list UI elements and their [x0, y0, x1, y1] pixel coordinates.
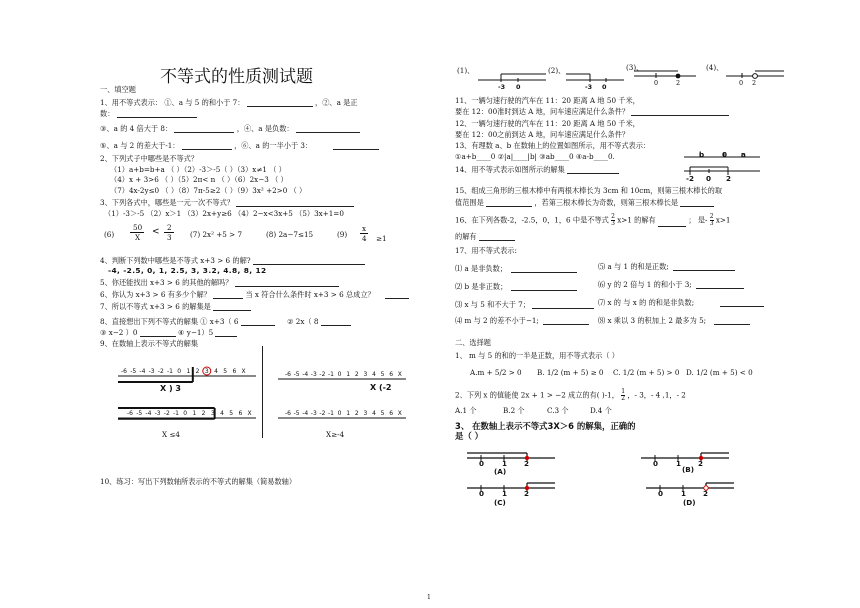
q1-text-2: ，②、a 是正 — [315, 98, 358, 107]
q15-blank-1[interactable] — [486, 199, 532, 207]
q13-nl-2: 2 — [726, 174, 732, 183]
q17-r1 — [455, 264, 577, 273]
section-choice: 二、选择题 — [455, 338, 491, 347]
q2-row-2: （4）x + 3>6 （ ）（5）2π< n （ ）（6）2x−3 （ ） — [110, 175, 288, 184]
tick-label: -4 — [302, 371, 309, 378]
tick-label: -6 — [285, 371, 291, 378]
opt1-label: (1)、 — [457, 66, 475, 75]
s3: 3、 在数轴上表示不等式3X＞6 的解集，正确的 — [455, 421, 636, 431]
q1-blank-4[interactable] — [296, 125, 360, 133]
q11-blank[interactable] — [631, 108, 729, 116]
tick-label: -2 — [157, 368, 164, 375]
opt1-tick-b: 0 — [516, 83, 521, 91]
q4-title — [100, 256, 365, 265]
q17-r1-text: ⑴ a 是非负数； — [455, 264, 507, 273]
s3-label-a: (A) — [494, 467, 507, 476]
tick-label: 3 — [210, 410, 215, 417]
q8 — [100, 317, 351, 326]
q14 — [455, 165, 619, 174]
opt3-tick-b: 2 — [676, 79, 681, 87]
tick-label: 0 — [183, 410, 188, 417]
number-line-2-label: X (-2 — [370, 383, 392, 392]
tick-label: 3 — [363, 371, 368, 378]
s2-opt-a[interactable]: A.1 个 — [455, 406, 477, 415]
tick-label: 6 — [238, 410, 243, 417]
s2-opt-c[interactable]: C.3 个 — [547, 406, 569, 415]
q1-text: 1、用不等式表示： ①、a 与 5 的和小于 7： — [100, 98, 245, 107]
tick-label: 4 — [220, 410, 224, 417]
q1-text-7: ，⑥、a 的一半小于 3： — [234, 141, 313, 150]
page-title: 不等式的性质测试题 — [160, 67, 313, 87]
tick-label: -1 — [328, 410, 334, 417]
q16 — [455, 214, 731, 227]
q11: 11、一辆匀速行驶的汽车在 11：20 距离 A 地 50 千米， — [455, 96, 640, 105]
s3-b-tick-2: 2 — [698, 459, 704, 468]
q7-blank[interactable] — [213, 303, 251, 311]
q17-r6-text: ⑹ y 的 2 倍与 1 的和小于 3; — [598, 280, 692, 289]
s1: 1、 m 与 5 的和的一半是正数，用不等式表示（ ） — [455, 351, 619, 360]
q4-blank[interactable] — [253, 257, 365, 265]
s3-c-tick-0: 0 — [479, 489, 485, 498]
q16-text-4: x>1 — [715, 215, 731, 225]
tick-label: -4 — [145, 410, 152, 417]
s2-text-2: ，- 3，- 4 ,1，- 2 — [627, 390, 686, 400]
s1-opt-c[interactable]: C. 1/2 (m + 5) > 0 — [613, 368, 680, 377]
tick-label: -1 — [328, 371, 334, 378]
q17-r2 — [455, 282, 577, 291]
opt3-number-line — [634, 60, 698, 86]
q2-row-3: （7）4x-2y≤0 （ ）（8）7π-5≥2（ ）（9）3x² +2>0 （ ） — [110, 186, 307, 195]
number-line-1-label: X ) 3 — [160, 384, 181, 393]
section-fill-blank: 一、填空题 — [100, 85, 136, 94]
q17-r7-text: ⑺ x 的 与 x 的 的和是非负数; — [598, 298, 695, 307]
tick-label: -4 — [139, 368, 146, 375]
q5-blank[interactable] — [235, 279, 339, 287]
tick-label: -3 — [154, 410, 161, 417]
q16-fraction-2 — [710, 214, 714, 227]
q3-opt9-label: (9) — [337, 230, 348, 239]
tick-label: -2 — [319, 371, 326, 378]
q5 — [100, 278, 339, 287]
tick-label: -2 — [319, 410, 326, 417]
s3-a-tick-1: 1 — [502, 459, 508, 468]
s3-a-tick-0: 0 — [479, 459, 485, 468]
q12-line2: 要在 12：00之前到达 A 地，问车速应满足什么条件？ — [455, 130, 630, 139]
tick-label: 5 — [380, 371, 385, 378]
q16-line2 — [455, 232, 515, 241]
q10: 10、练习：写出下列数轴所表示的不等式的解集（简易数轴） — [100, 477, 297, 486]
s3-d-tick-0: 0 — [658, 489, 664, 498]
s3-d-tick-2: 2 — [703, 489, 709, 498]
q16-blank-2[interactable] — [479, 233, 515, 241]
opt4-label: (4)、 — [706, 63, 724, 72]
q13: 13、有理数 a、b 在数轴上的位置如图所示，用不等式表示： — [455, 141, 651, 150]
number-line-2 — [278, 364, 408, 400]
q11-line2 — [455, 107, 729, 116]
q8-text-3: ③ x−2 ）0 — [100, 328, 138, 337]
s3-b-tick-1: 1 — [676, 459, 682, 468]
tick-label: X — [397, 410, 402, 417]
q3-blank[interactable] — [236, 199, 354, 207]
q1-text-3: 数： — [100, 109, 115, 118]
q14-text: 14、用不等式表示如图所示的解集 — [455, 165, 565, 174]
tick-label: 4 — [214, 368, 218, 375]
opt3-label: (3)、 — [626, 63, 644, 72]
tick-label: 5 — [223, 368, 228, 375]
tick-label: -3 — [310, 371, 317, 378]
q3-opt6-lt: < — [152, 227, 160, 237]
tick-label: -4 — [302, 410, 309, 417]
s3-label-c: (C) — [494, 498, 506, 507]
q13-row: ①a+b____0 ②|a|____|b| ③ab____0 ④a-b____0. — [455, 152, 615, 161]
q15-line2 — [455, 198, 714, 207]
q17-r4-text: ⑷ m 与 2 的差不小于−1; — [455, 316, 539, 325]
q16-frac-den-2: 3 — [709, 220, 714, 227]
s2-fraction: $\frac{1}{2}$ — [621, 388, 626, 402]
s3-a-tick-2: 2 — [524, 459, 530, 468]
q3-opt6-num: 50 — [133, 223, 143, 232]
page-number: 1 — [427, 594, 431, 601]
q17-r4-blank[interactable] — [543, 317, 589, 325]
s1-opt-b[interactable]: B. 1/2 (m + 5) ≥ 0 — [537, 368, 604, 377]
q17-r3 — [455, 300, 594, 309]
q16-blank-1[interactable] — [658, 219, 686, 227]
tick-label: -3 — [310, 410, 317, 417]
q17-r7 — [598, 298, 764, 307]
tick-label: -3 — [148, 368, 155, 375]
q2-title: 2、下列式子中哪些是不等式？ — [100, 154, 199, 163]
s3-label-b: (B) — [682, 465, 695, 474]
tick-label: 1 — [186, 368, 191, 375]
q13-nl-0b: 0 — [706, 174, 712, 183]
tick-label: 1 — [346, 371, 351, 378]
tick-label: 6 — [389, 410, 394, 417]
q1-blank-1[interactable] — [247, 99, 313, 107]
q15: 15、组成三角形的三根木棒中有两根木棒长为 3cm 和 10cm，则第三根木棒长的取 — [455, 186, 723, 195]
q7-text: 7、所以不等式 x+3 > 6 的解集是 — [100, 302, 211, 311]
tick-label: -1 — [173, 410, 179, 417]
s2-text: 2、下列 x 的值能使 2x + 1 > −2 成立的有( )-1， — [455, 390, 619, 400]
q16-frac-num: 2 — [611, 213, 615, 220]
q17-r7-blank[interactable] — [720, 299, 764, 307]
tick-label: 4 — [372, 410, 376, 417]
q16-fraction — [611, 214, 615, 227]
q8-text-4: ④ y−1）5 — [178, 328, 214, 337]
q15-text-2: 值范围是 — [455, 198, 484, 207]
q5-text: 5、你还能找出 x+3 > 6 的其他的解吗？ — [100, 278, 233, 287]
q1-blank-5[interactable] — [182, 142, 232, 150]
tick-label: 4 — [372, 371, 376, 378]
q8-row-2 — [100, 328, 237, 337]
tick-label: 3 — [204, 368, 209, 375]
q3-opt6-den: X — [135, 233, 141, 242]
q9-title: 9、在数轴上表示不等式的解集 — [100, 339, 199, 348]
q2-row-1: （1）a+b=b+a （ ）（2）-3＞-5（ ）（3）x≠1 （ ） — [110, 165, 286, 174]
q17-r5 — [598, 262, 735, 271]
q16-text-3: ； 是- — [688, 215, 708, 225]
q16-frac-num-2: 2 — [709, 213, 714, 220]
q6-text-2: 当 x 符合什么条件时 x+3 > 6 总成立？ — [245, 290, 375, 299]
opt2-tick-b: 0 — [602, 83, 607, 91]
q17-r6-blank[interactable] — [696, 281, 744, 289]
q4-values: -4, -2.5, 0, 1, 2.5, 3, 3.2, 4.8, 8, 12 — [108, 266, 267, 275]
opt1-number-line — [478, 60, 548, 90]
q6-text: 6、你认为 x+3 > 6 有多少个解？ — [100, 290, 211, 299]
tick-label: -6 — [121, 368, 127, 375]
s2 — [455, 389, 686, 402]
q16-text: 16、在下列各数-2，-2.5，0，1，6 中是不等式 — [455, 215, 609, 225]
s2-opt-d[interactable]: D.4 个 — [590, 406, 612, 415]
tick-label: X — [247, 410, 252, 417]
q3-opt6-den2: 3 — [167, 233, 172, 242]
tick-label: 1 — [192, 410, 197, 417]
q6-blank-1[interactable] — [213, 291, 243, 299]
tick-label: 0 — [337, 410, 342, 417]
tick-label: -6 — [127, 410, 133, 417]
number-line-1 — [118, 358, 258, 394]
tick-label: 0 — [177, 368, 182, 375]
tick-label: 6 — [232, 368, 237, 375]
s1-opt-d[interactable]: D. 1/2 (m + 5) < 0 — [686, 368, 753, 377]
q17-r5-text: ⑸ a 与 1 的和是正数; — [598, 262, 669, 271]
s3-c-tick-2: 2 — [524, 489, 530, 498]
q3-opt6-label: (6) — [104, 230, 115, 239]
tick-label: 1 — [346, 410, 351, 417]
q1-line1 — [100, 98, 358, 107]
q8-text-2: ② 2x（ 8 — [287, 317, 319, 326]
q12: 12、一辆匀速行驶的汽车在 11：20 距离 A 地 50 千米， — [455, 119, 640, 128]
q13-nl-0: 0 — [722, 150, 728, 159]
q1-blank-3[interactable] — [174, 125, 234, 133]
q15-text-3: ，若第三根木棒长为奇数，则第三根木棒长是 — [534, 198, 679, 207]
q8-blank-1[interactable] — [241, 318, 275, 326]
q11-text-2: 要在 12：00准时到达 A 地，问车速应满足什么条件？ — [455, 107, 630, 116]
q1-blank-6[interactable] — [333, 142, 379, 150]
q1-line4 — [100, 141, 379, 150]
q3-row-1: （1）-3＞-5 （2）x＞1 （3）2x+y≥6 （4）2−x<3x+5 （5）3x+1=0 — [104, 209, 344, 218]
opt4-tick-b: 2 — [752, 79, 757, 87]
q17-r8 — [598, 316, 750, 325]
q17: 17、用不等式表示: — [455, 246, 517, 255]
s3-label-d: (D) — [683, 498, 696, 507]
tick-label: -5 — [136, 410, 143, 417]
tick-label: 3 — [363, 410, 368, 417]
s3-line2: 是（ ） — [455, 431, 484, 441]
tick-label: -1 — [167, 368, 173, 375]
q8-blank-2[interactable] — [321, 318, 351, 326]
q6 — [100, 290, 409, 299]
tick-label: 2 — [354, 410, 359, 417]
q1-line3 — [100, 124, 360, 133]
q7 — [100, 302, 251, 311]
number-line-3 — [118, 400, 258, 436]
opt2-label: (2)、 — [548, 66, 566, 75]
q9-divider — [262, 346, 263, 438]
q8-text: 8、直接想出下列不等式的解集 ① x+3（ 6 — [100, 317, 239, 326]
q6-blank-2[interactable] — [385, 291, 409, 299]
q1-blank-2[interactable] — [117, 110, 197, 118]
q1-text-4: ③、a 的 4 倍大于 8： — [100, 124, 173, 133]
q17-r8-blank[interactable] — [714, 317, 750, 325]
q17-r2-text: ⑵ b 是非正数； — [455, 282, 508, 291]
q13-nl-m2: -2 — [686, 174, 694, 183]
q8-blank-4[interactable] — [215, 329, 237, 337]
q17-r8-text: ⑻ x 乘以 3 的积加上 2 最多为 5; — [598, 316, 707, 325]
tick-label: -5 — [293, 410, 300, 417]
tick-label: 6 — [389, 371, 394, 378]
tick-label: 2 — [201, 410, 206, 417]
tick-label: 0 — [337, 371, 342, 378]
q3-opt7: (7) 2x² +5 > 7 — [190, 230, 243, 239]
s2-opt-b[interactable]: B.2 个 — [503, 406, 525, 415]
q3-title — [100, 198, 354, 207]
opt2-number-line — [566, 60, 626, 90]
q14-blank[interactable] — [567, 166, 619, 174]
q13-nl-a: a — [741, 150, 746, 159]
tick-label: 5 — [380, 410, 385, 417]
q17-r5-blank[interactable] — [673, 263, 735, 271]
q17-r1-blank[interactable] — [511, 265, 577, 273]
q1-text-5: ，④、a 是负数： — [236, 124, 294, 133]
q3-opt9-num: x — [362, 224, 367, 233]
tick-label: 5 — [229, 410, 234, 417]
opt1-tick-a: -3 — [498, 83, 506, 91]
opt3-tick-a: 0 — [654, 79, 659, 87]
number-line-4-label: X≥-4 — [326, 430, 345, 439]
q17-r3-text: ⑶ x 与 5 和不大于 7； — [455, 300, 530, 309]
q3-opt9-den: 4 — [362, 234, 367, 243]
tick-label: X — [397, 371, 402, 378]
number-line-3-label: X ≤4 — [162, 430, 180, 439]
tick-label: -2 — [163, 410, 170, 417]
q3-text: 3、下列各式中，哪些是一元一次不等式？ — [100, 198, 234, 207]
q3-opt6-num2: 2 — [167, 223, 172, 232]
tick-label: -5 — [130, 368, 137, 375]
q13-nl-b: b — [699, 150, 705, 159]
opt2-tick-a: -3 — [585, 83, 593, 91]
q8-blank-3[interactable] — [140, 329, 176, 337]
s3-d-tick-1: 1 — [681, 489, 687, 498]
opt4-tick-a: 0 — [739, 79, 744, 87]
tick-label: -5 — [293, 371, 300, 378]
tick-label: 2 — [195, 368, 200, 375]
q1-text-6: ⑤、a 与 2 的差大于-1： — [100, 141, 180, 150]
q3-opt8: (8) 2a−7≤15 — [266, 230, 314, 239]
s1-opt-a[interactable]: A.m + 5/2 > 0 — [470, 368, 522, 377]
tick-label: 2 — [354, 371, 359, 378]
q17-r2-blank[interactable] — [511, 283, 577, 291]
q16-text-5: 的解有 — [455, 232, 477, 241]
q17-r4 — [455, 316, 589, 325]
q17-r3-blank[interactable] — [532, 301, 594, 309]
q3-opt9-ge: ≥1 — [376, 234, 387, 243]
q4-text: 4、判断下列数中哪些是不等式 x+3 > 6 的解? — [100, 256, 251, 265]
s3-b-tick-0: 0 — [653, 459, 659, 468]
q17-r6 — [598, 280, 744, 289]
q16-text-2: x>1 的解有 — [617, 215, 656, 225]
q15-blank-2[interactable] — [680, 199, 714, 207]
q16-frac-den: 3 — [611, 220, 615, 227]
tick-label: X — [241, 368, 246, 375]
q1-line2 — [100, 109, 197, 118]
s3-c-tick-1: 1 — [502, 489, 508, 498]
tick-label: -6 — [285, 410, 291, 417]
